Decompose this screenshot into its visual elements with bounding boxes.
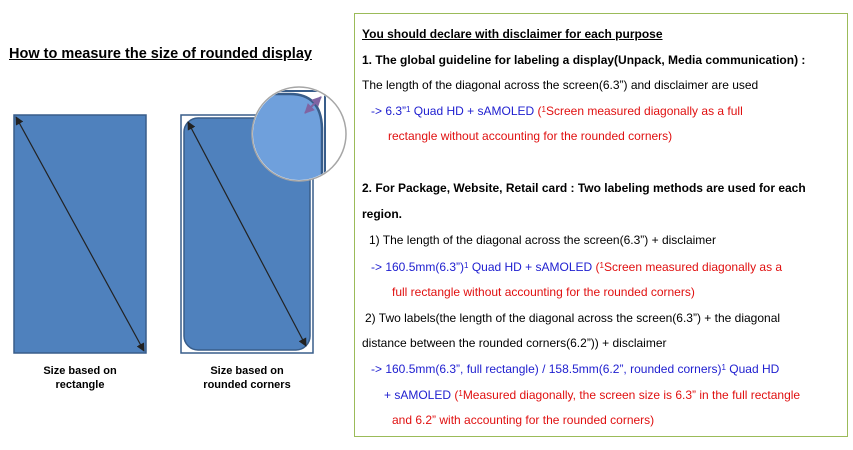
guideline-panel: [354, 13, 848, 437]
panel-heading: You should declare with disclaimer for each purpose: [362, 27, 663, 41]
footnote-mark: 1: [464, 261, 469, 270]
method1-example: [371, 259, 782, 275]
example-blue: Quad HD + sAMOLED: [468, 260, 596, 274]
method1-disclaimer-cont: full rectangle without accounting for the rounded corners): [392, 285, 695, 299]
footnote-mark: 1: [541, 105, 546, 114]
example-blue: -> 6.3”: [371, 104, 407, 118]
footnote-mark: 1: [406, 105, 411, 114]
method2-example-cont: [384, 387, 800, 403]
method2-text: 2) Two labels(the length of the diagonal across the screen(6.3”) + the diagonal: [365, 311, 781, 325]
example-blue: Quad HD: [725, 362, 780, 376]
caption-line: Size based on: [210, 365, 284, 377]
footnote-mark: 1: [458, 389, 463, 398]
caption-line: rounded corners: [203, 379, 291, 391]
example-blue: -> 160.5mm(6.3”, full rectangle) / 158.5mm(6.2”, rounded corners): [371, 362, 722, 376]
page-title: How to measure the size of rounded display: [9, 46, 312, 62]
disclaimer-red: Screen measured diagonally as a: [603, 260, 783, 274]
disclaimer-red: Measured diagonally, the screen size is 6.3” in the full rectangle: [462, 388, 801, 402]
example-blue: Quad HD + sAMOLED: [410, 104, 538, 118]
disclaimer-red: Screen measured diagonally as a full: [545, 104, 743, 118]
footnote-mark: 1: [599, 261, 604, 270]
method2-disclaimer-cont: and 6.2” with accounting for the rounded corners): [392, 413, 655, 427]
section2-title-cont: region.: [362, 207, 403, 221]
section1-disclaimer-cont: rectangle without accounting for the rounded corners): [388, 129, 673, 143]
caption-line: Size based on: [43, 365, 117, 377]
disclaimer-red: (: [537, 104, 542, 118]
caption-line: rectangle: [55, 379, 105, 391]
section1-example: [371, 103, 743, 119]
example-blue: + sAMOLED: [384, 388, 455, 402]
footnote-mark: 1: [721, 363, 726, 372]
rectangle-screen: [14, 115, 146, 353]
method1-text: 1) The length of the diagonal across the screen(6.3”) + disclaimer: [369, 233, 716, 247]
caption-rounded: [187, 364, 307, 392]
method2-text-cont: distance between the rounded corners(6.2”)) + disclaimer: [362, 336, 667, 350]
section2-title: 2. For Package, Website, Retail card : Two labeling methods are used for each: [362, 181, 806, 195]
method2-example: [371, 361, 779, 377]
disclaimer-red: (: [454, 388, 459, 402]
disclaimer-red: (: [595, 260, 600, 274]
section1-title: 1. The global guideline for labeling a display(Unpack, Media communication) :: [362, 53, 806, 67]
section1-text: The length of the diagonal across the screen(6.3”) and disclaimer are used: [362, 78, 759, 92]
example-blue: -> 160.5mm(6.3”): [371, 260, 465, 274]
caption-rectangle: [20, 364, 140, 392]
